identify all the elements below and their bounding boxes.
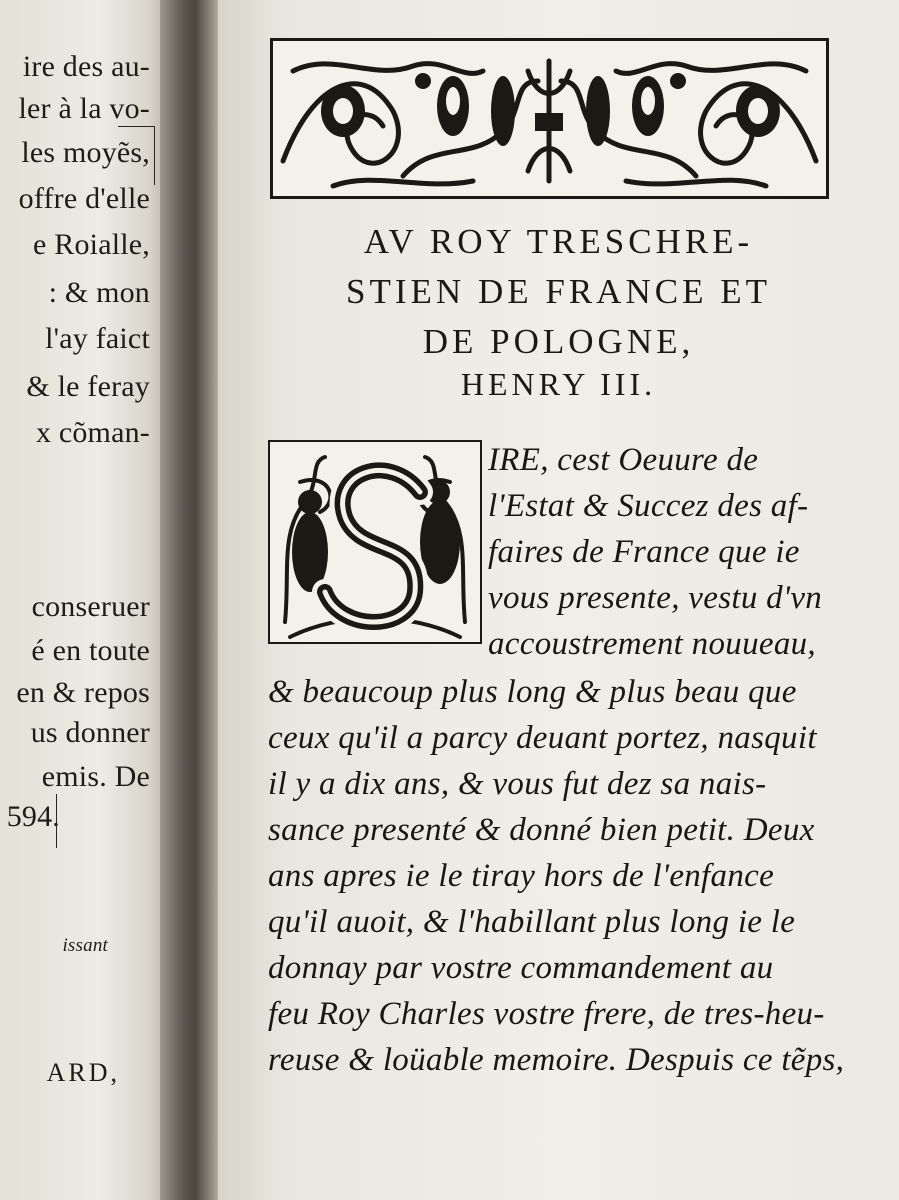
body-line: l'Estat & Succez des af-	[488, 488, 809, 524]
left-line: & le feray	[26, 370, 150, 403]
left-line: emis. De	[41, 760, 150, 793]
title-line-1: AV ROY TRESCHRE-	[363, 222, 754, 261]
left-line: 594.	[6, 800, 60, 833]
body-line: feu Roy Charles vostre frere, de tres-heu-	[268, 996, 825, 1032]
left-line: conseruer	[31, 590, 150, 623]
body-line: il y a dix ans, & vous fut dez sa nais-	[268, 766, 767, 802]
body-line: qu'il auoit, & l'habillant plus long ie le	[268, 904, 796, 940]
headpiece-ornament-icon	[273, 41, 826, 196]
left-line: ire des au-	[22, 50, 150, 83]
body-line: faires de France que ie	[488, 534, 800, 570]
left-line: é en toute	[31, 634, 150, 667]
book-gutter	[160, 0, 224, 1200]
marginal-bracket	[118, 126, 155, 185]
left-line: l'ay faict	[45, 322, 150, 355]
left-line: ler à la vo-	[18, 92, 150, 125]
left-page	[0, 0, 168, 1200]
body-line: reuse & loüable memoire. Despuis ce tẽps,	[268, 1042, 845, 1078]
left-line: les moyẽs,	[21, 136, 150, 169]
body-line: vous presente, vestu d'vn	[488, 580, 823, 616]
left-line: us donner	[30, 716, 150, 749]
body-line: ans apres ie le tiray hors de l'enfance	[268, 858, 775, 894]
left-line: x cõman-	[35, 416, 150, 449]
left-line: issant	[62, 935, 108, 956]
marginal-bracket	[56, 794, 71, 848]
body-line: ceux qu'il a parcy deuant portez, nasquit	[268, 720, 817, 756]
body-line: accoustrement nouueau,	[488, 626, 816, 662]
title-line-4: HENRY III.	[460, 366, 657, 402]
decorated-initial-s	[268, 440, 482, 644]
title-line-2: STIEN DE FRANCE ET	[346, 272, 771, 311]
body-line: sance presenté & donné bien petit. Deux	[268, 812, 815, 848]
title-line-3: DE POLOGNE,	[422, 322, 695, 361]
left-line: en & repos	[16, 676, 150, 709]
right-page	[218, 0, 899, 1200]
body-line: IRE, cest Oeuure de	[488, 442, 759, 478]
left-line: : & mon	[48, 276, 150, 309]
left-line: e Roialle,	[33, 228, 150, 261]
body-line: donnay par vostre commandement au	[268, 950, 774, 986]
initial-s-ornament-icon	[270, 442, 480, 642]
left-line: offre d'elle	[18, 182, 150, 215]
left-line: ARD,	[46, 1058, 120, 1087]
ornamental-headpiece	[270, 38, 829, 199]
body-line: & beaucoup plus long & plus beau que	[268, 674, 797, 710]
